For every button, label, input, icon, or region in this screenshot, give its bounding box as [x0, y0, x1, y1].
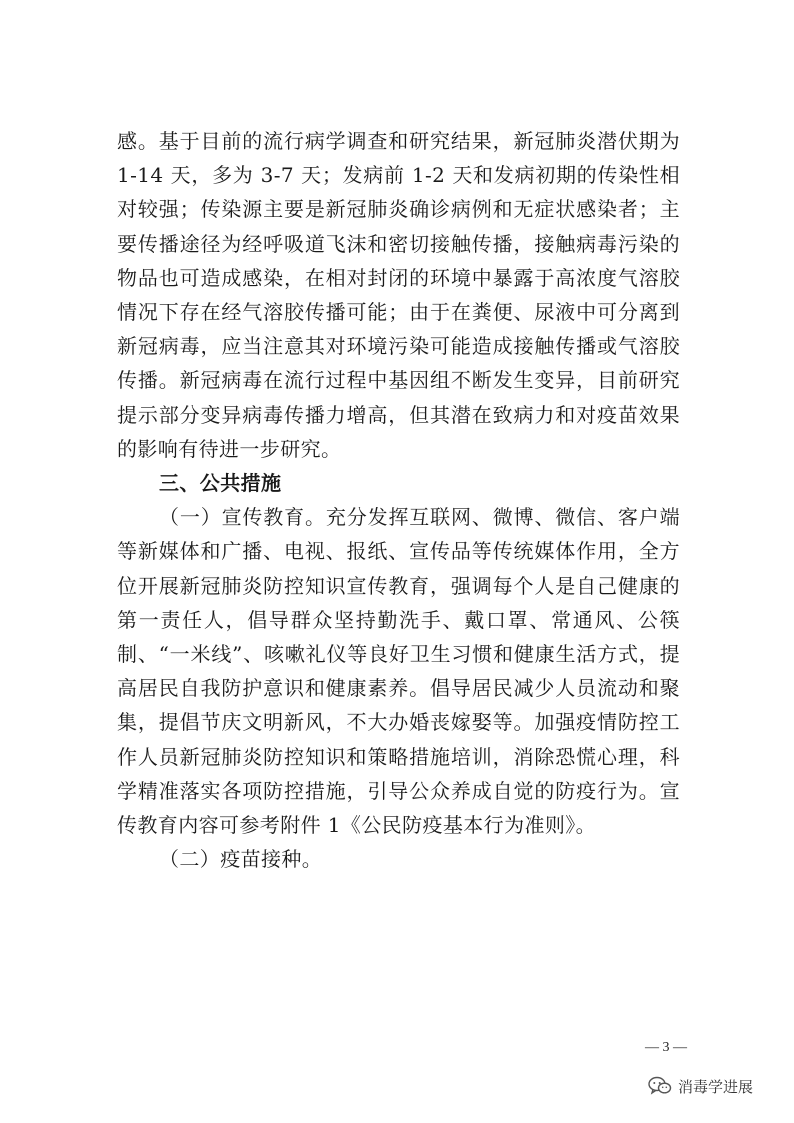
page-number: — 3 — — [645, 1040, 687, 1055]
watermark-text: 消毒学进展 — [678, 1077, 754, 1096]
body-paragraph-1: 感。基于目前的流行病学调查和研究结果，新冠肺炎潜伏期为1-14 天，多为 3-7 天；发病前 1-2 天和发病初期的传染性相对较强；传染源主要是新冠肺炎确诊病例和无症状感染者；主要传播途径为经呼吸道飞沫和密切接触传播，接触病毒污染的物品也可造成感染，在相对封闭的环境中暴露于高浓度气溶胶情况下存在经气溶胶传播可能；由于在粪便、尿液中可分离到新冠病毒，应当注意其对环境污染可能造成接触传播或气溶胶传播。新冠病毒在流行过程中基因组不断发生变异，目前研究提示部分变异病毒传播力增高，但其潜在致病力和对疫苗效果的影响有待进一步研究。 — [117, 129, 680, 461]
watermark — [648, 1073, 753, 1099]
document-body — [117, 124, 680, 876]
wechat-icon — [648, 1076, 672, 1096]
body-paragraph-2: （一）宣传教育。充分发挥互联网、微博、微信、客户端等新媒体和广播、电视、报纸、宣传品等传统媒体作用，全方位开展新冠肺炎防控知识宣传教育，强调每个人是自己健康的第一责任人，倡导群众坚持勤洗手、戴口罩、常通风、公筷制、“一米线”、咳嗽礼仪等良好卫生习惯和健康生活方式，提高居民自我防护意识和健康素养。倡导居民减少人员流动和聚集，提倡节庆文明新风，不大办婚丧嫁娶等。加强疫情防控工作人员新冠肺炎防控知识和策略措施培训，消除恐慌心理，科学精准落实各项防控措施，引导公众养成自觉的防疫行为。宣传教育内容可参考附件 1《公民防疫基本行为准则》。 — [117, 505, 680, 838]
body-paragraph-3: （二）疫苗接种。 — [159, 847, 323, 872]
section-heading: 三、公共措施 — [159, 471, 282, 496]
